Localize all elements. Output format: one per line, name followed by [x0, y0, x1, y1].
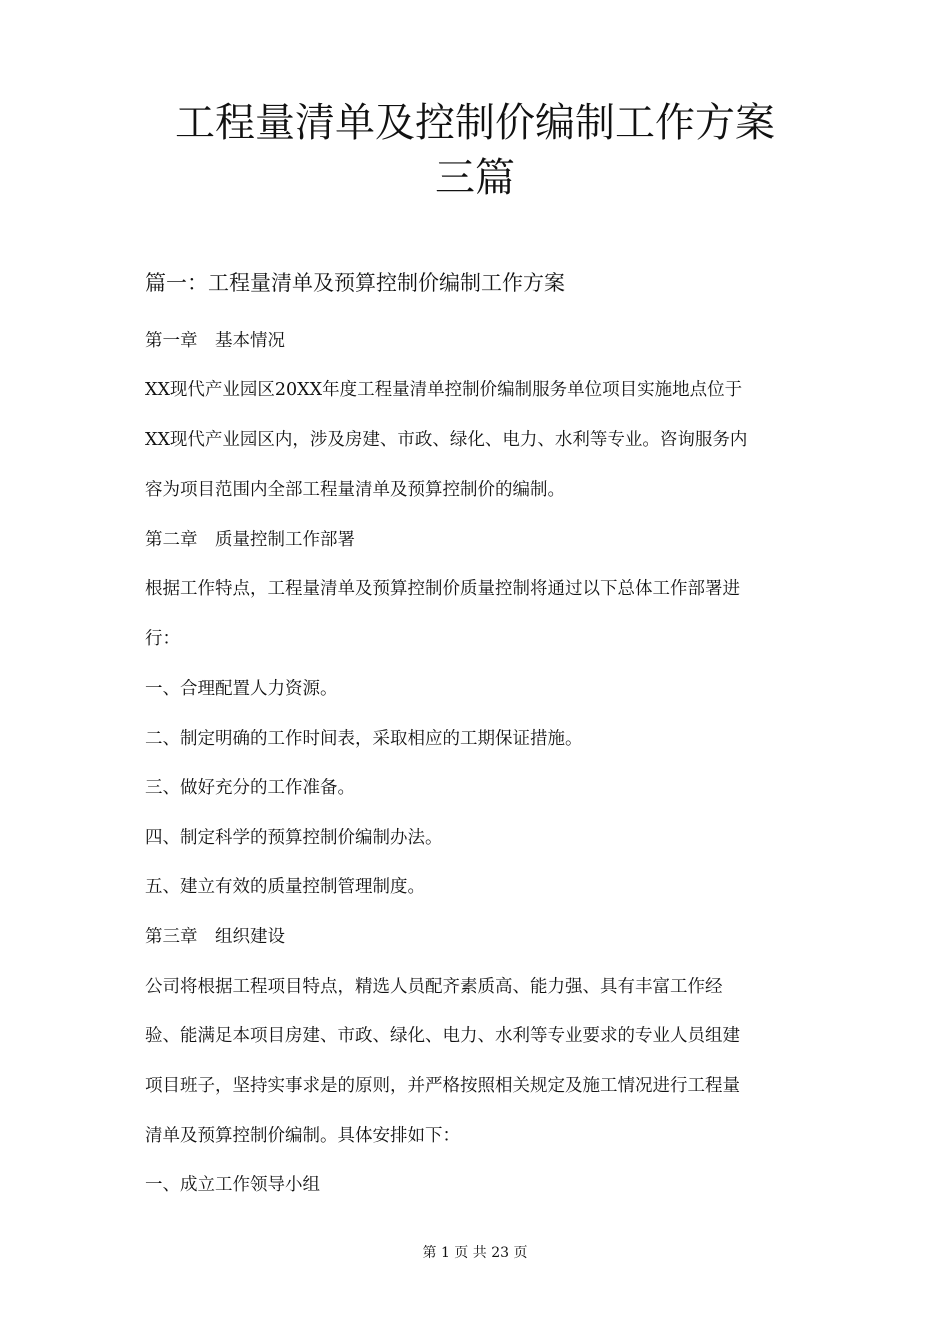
- document-title-line-2: 三篇: [435, 155, 515, 201]
- paragraph-line: 验、能满足本项目房建、市政、绿化、电力、水利等专业要求的专业人员组建: [145, 1026, 740, 1046]
- paragraph-line: XX现代产业园区20XX年度工程量清单控制价编制服务单位项目实施地点位于: [145, 380, 743, 400]
- paragraph-line: 容为项目范围内全部工程量清单及预算控制价的编制。: [145, 480, 565, 500]
- chapter-heading: 第三章 组织建设: [145, 927, 285, 947]
- chapter-heading: 第二章 质量控制工作部署: [145, 530, 355, 550]
- list-item: 一、合理配置人力资源。: [145, 679, 338, 699]
- paragraph-line: XX现代产业园区内，涉及房建、市政、绿化、电力、水利等专业。咨询服务内: [145, 430, 748, 450]
- section-heading: 篇一：工程量清单及预算控制价编制工作方案: [145, 271, 565, 295]
- paragraph-line: 清单及预算控制价编制。具体安排如下：: [145, 1126, 460, 1146]
- paragraph-line: 行：: [145, 629, 180, 649]
- list-item: 四、制定科学的预算控制价编制办法。: [145, 828, 443, 848]
- chapter-heading: 第一章 基本情况: [145, 331, 285, 351]
- list-item: 一、成立工作领导小组: [145, 1175, 320, 1195]
- page-footer: 第 1 页 共 23 页: [422, 1245, 528, 1261]
- list-item: 五、建立有效的质量控制管理制度。: [145, 877, 425, 897]
- paragraph-line: 公司将根据工程项目特点，精选人员配齐素质高、能力强、具有丰富工作经: [145, 977, 723, 997]
- document-title-line-1: 工程量清单及控制价编制工作方案: [175, 100, 775, 146]
- list-item: 三、做好充分的工作准备。: [145, 778, 355, 798]
- list-item: 二、制定明确的工作时间表，采取相应的工期保证措施。: [145, 729, 583, 749]
- paragraph-line: 根据工作特点，工程量清单及预算控制价质量控制将通过以下总体工作部署进: [145, 579, 740, 599]
- paragraph-line: 项目班子，坚持实事求是的原则，并严格按照相关规定及施工情况进行工程量: [145, 1076, 740, 1096]
